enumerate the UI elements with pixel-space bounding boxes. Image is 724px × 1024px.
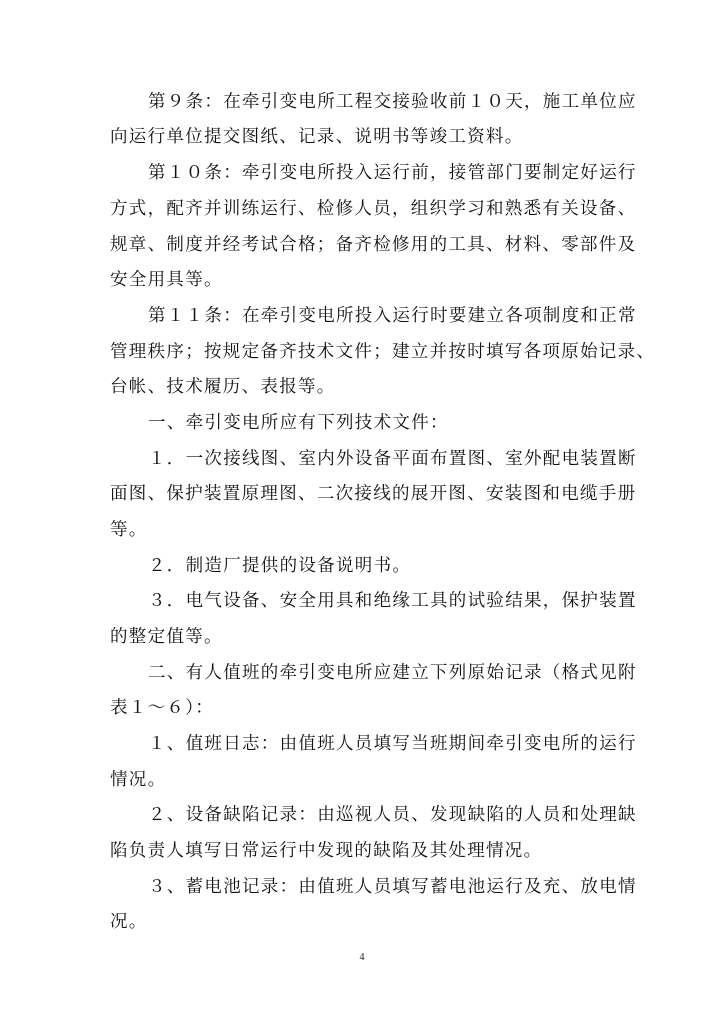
paragraph-line: ３．电气设备、安全用具和绝缘工具的试验结果，保护装置 bbox=[148, 591, 637, 611]
paragraph-line: 况。 bbox=[110, 912, 148, 932]
paragraph-line: 面图、保护装置原理图、二次接线的展开图、安装图和电缆手册 bbox=[110, 484, 637, 504]
paragraph-line: ２、设备缺陷记录：由巡视人员、发现缺陷的人员和处理缺 bbox=[148, 805, 637, 825]
paragraph-line: 安全用具等。 bbox=[110, 270, 223, 290]
paragraph-line: ２．制造厂提供的设备说明书。 bbox=[148, 556, 412, 576]
paragraph-line: 规章、制度并经考试合格；备齐检修用的工具、材料、零部件及 bbox=[110, 235, 637, 255]
paragraph-line: １、值班日志：由值班人员填写当班期间牵引变电所的运行 bbox=[148, 734, 637, 754]
section-heading: 二、有人值班的牵引变电所应建立下列原始记录（格式见附 bbox=[148, 663, 637, 683]
paragraph-line: 情况。 bbox=[110, 770, 167, 790]
paragraph-line: 第１０条：牵引变电所投入运行前，接管部门要制定好运行 bbox=[148, 163, 637, 183]
paragraph-line: 台帐、技术履历、表报等。 bbox=[110, 377, 336, 397]
paragraph-line: 第９条：在牵引变电所工程交接验收前１０天，施工单位应 bbox=[148, 92, 637, 112]
paragraph-line: 第１１条：在牵引变电所投入运行时要建立各项制度和正常 bbox=[148, 306, 637, 326]
paragraph-line: 向运行单位提交图纸、记录、说明书等竣工资料。 bbox=[110, 127, 524, 147]
paragraph-line: 管理秩序；按规定备齐技术文件；建立并按时填写各项原始记录、 bbox=[110, 342, 656, 362]
paragraph-line: 陷负责人填写日常运行中发现的缺陷及其处理情况。 bbox=[110, 841, 543, 861]
paragraph-line: 方式，配齐并训练运行、检修人员，组织学习和熟悉有关设备、 bbox=[110, 199, 637, 219]
paragraph-line: ３、蓄电池记录：由值班人员填写蓄电池运行及充、放电情 bbox=[148, 877, 637, 897]
paragraph-line: 的整定值等。 bbox=[110, 627, 223, 647]
paragraph-line: 表１～６）： bbox=[110, 698, 215, 718]
paragraph-line: 等。 bbox=[110, 520, 148, 540]
section-heading: 一、牵引变电所应有下列技术文件： bbox=[148, 413, 449, 433]
page-number: 4 bbox=[359, 952, 365, 963]
paragraph-line: １．一次接线图、室内外设备平面布置图、室外配电装置断 bbox=[148, 449, 637, 469]
